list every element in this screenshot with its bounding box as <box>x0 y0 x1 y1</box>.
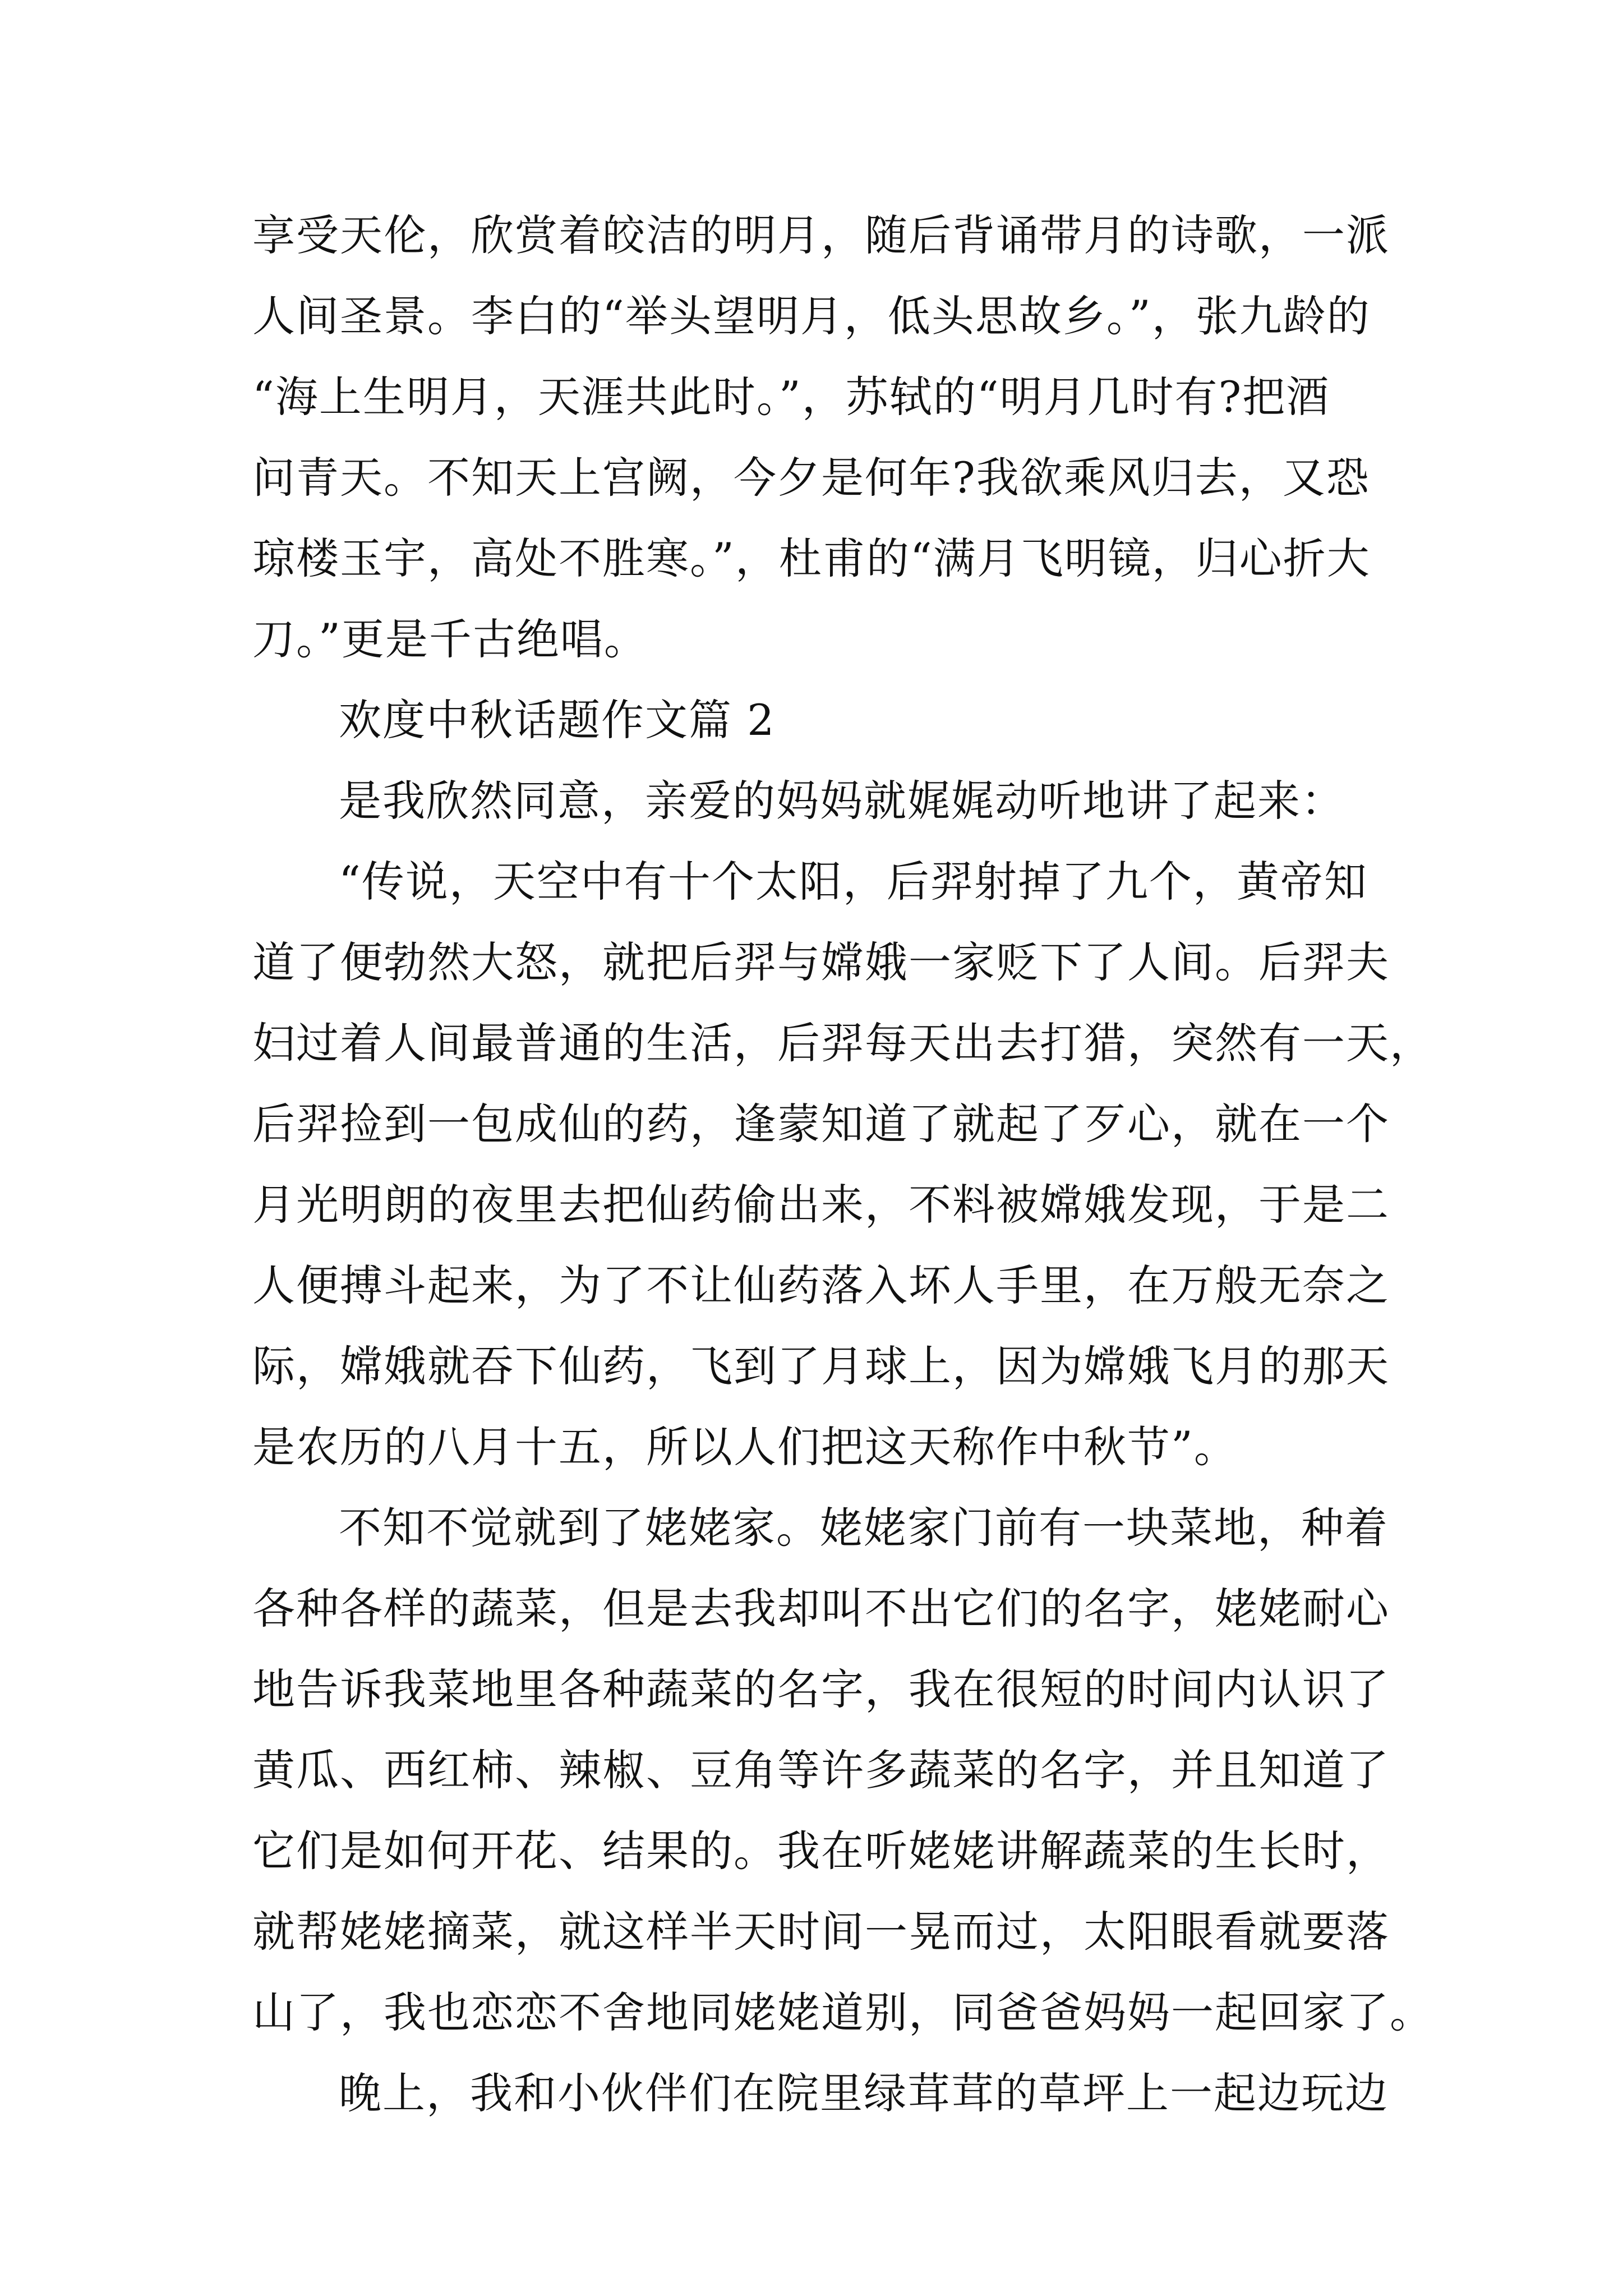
text-line: 人间圣景。李白的“举头望明月，低头思故乡。”，张九龄的 <box>252 291 1371 341</box>
text-line: 它们是如何开花、结果的。我在听姥姥讲解蔬菜的生长时， <box>252 1826 1390 1876</box>
text-line: 后羿捡到一包成仙的药，逢蒙知道了就起了歹心，就在一个 <box>252 1099 1390 1149</box>
text-line: 就帮姥姥摘菜，就这样半天时间一晃而过，太阳眼看就要落 <box>252 1907 1390 1957</box>
text-line: 不知不觉就到了姥姥家。姥姥家门前有一块菜地，种着 <box>339 1503 1389 1553</box>
section-heading: 欢度中秋话题作文篇 2 <box>339 695 776 745</box>
text-line: 人便搏斗起来，为了不让仙药落入坏人手里，在万般无奈之 <box>252 1260 1390 1310</box>
text-line: 是农历的八月十五，所以人们把这天称作中秋节”。 <box>252 1422 1238 1472</box>
text-line: 琼楼玉宇，高处不胜寒。”，杜甫的“满月飞明镜，归心折大 <box>252 533 1371 583</box>
text-line: 晚上，我和小伙伴们在院里绿茸茸的草坪上一起边玩边 <box>339 2068 1389 2118</box>
text-line: 问青天。不知天上宫阙，今夕是何年?我欲乘风归去，又恐 <box>252 453 1370 503</box>
text-line: 月光明朗的夜里去把仙药偷出来，不料被嫦娥发现，于是二 <box>252 1180 1390 1230</box>
text-line: 刀。”更是千古绝唱。 <box>252 614 648 664</box>
text-line: 各种各样的蔬菜，但是去我却叫不出它们的名字，姥姥耐心 <box>252 1584 1390 1634</box>
text-line: 享受天伦，欣赏着皎洁的明月，随后背诵带月的诗歌，一派 <box>252 210 1390 260</box>
text-line: 黄瓜、西红柿、辣椒、豆角等许多蔬菜的名字，并且知道了 <box>252 1745 1390 1795</box>
text-line: 际，嫦娥就吞下仙药，飞到了月球上，因为嫦娥飞月的那天 <box>252 1341 1390 1391</box>
text-line: 道了便勃然大怒，就把后羿与嫦娥一家贬下了人间。后羿夫 <box>252 937 1390 987</box>
text-line: “传说，天空中有十个太阳，后羿射掉了九个，黄帝知 <box>339 857 1368 907</box>
text-line: 地告诉我菜地里各种蔬菜的名字，我在很短的时间内认识了 <box>252 1664 1390 1714</box>
text-line: 妇过着人间最普通的生活，后羿每天出去打猎，突然有一天， <box>252 1018 1433 1068</box>
text-line: 是我欣然同意，亲爱的妈妈就娓娓动听地讲了起来： <box>339 776 1345 826</box>
text-line: 山了，我也恋恋不舍地同姥姥道别，同爸爸妈妈一起回家了。 <box>252 1987 1433 2037</box>
document-body <box>252 195 1433 2134</box>
text-line: “海上生明月，天涯共此时。”，苏轼的“明月几时有?把酒 <box>252 372 1330 422</box>
